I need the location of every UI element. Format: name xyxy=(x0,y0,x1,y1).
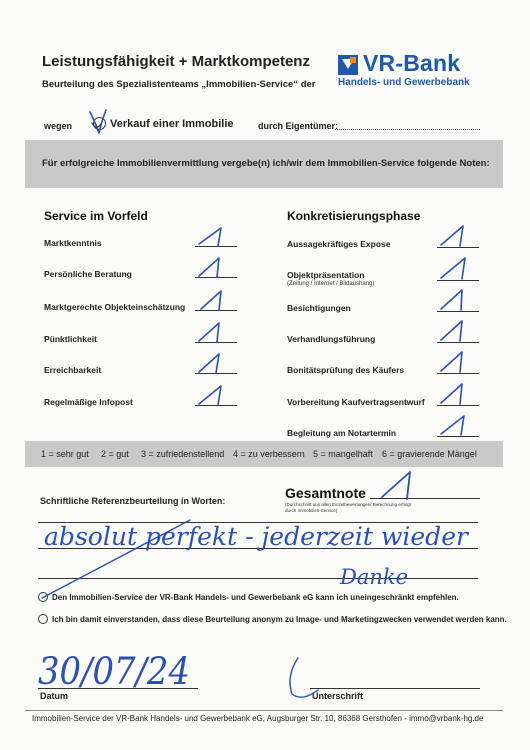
recommend-text: Den Immobilien-Service der VR-Bank Handels- und Gewerbebank eG kann ich uneingeschränkt empfehlen. xyxy=(52,593,459,602)
row-notartermin: Begleitung am Notartermin xyxy=(287,428,397,438)
grade-mark xyxy=(441,416,464,435)
grade-mark xyxy=(201,291,221,310)
form-subtitle: Beurteilung des Spezialistenteams „Immobilien-Service“ der xyxy=(42,79,316,90)
date-label: Datum xyxy=(40,691,69,701)
grade-mark xyxy=(199,386,221,405)
overall-grade-note: (Durchschnitt aus allen Einzelbewertungen/ Berechnung erfolgt durch Immobilien-Service) xyxy=(285,502,411,513)
row-marktkenntnis: Marktkenntnis xyxy=(44,238,102,248)
row-puenktlichkeit: Pünktlichkeit xyxy=(44,334,97,344)
logo-name: VR-Bank xyxy=(363,50,461,76)
row-besichtigungen: Besichtigungen xyxy=(287,303,351,313)
overall-grade-label: Gesamtnote xyxy=(285,485,366,501)
row-verhandlungsfuehrung: Verhandlungsführung xyxy=(287,334,376,344)
scale-item: 6 = gravierende Mängel xyxy=(382,449,477,459)
scale-item: 5 = mangelhaft xyxy=(313,449,373,459)
scale-item: 3 = zufriedenstellend xyxy=(141,449,225,459)
signature-label: Unterschrift xyxy=(312,691,364,701)
left-section-title: Service im Vorfeld xyxy=(44,209,148,223)
purpose-option-label: Verkauf einer Immobilie xyxy=(110,118,234,130)
grade-mark xyxy=(199,323,219,342)
scale-item: 4 = zu verbessern xyxy=(233,449,305,459)
row-persoenliche-beratung: Persönliche Beratung xyxy=(44,269,132,279)
row-objektpraesentation-sub: (Zeitung / Internet / Bildaushang) xyxy=(287,281,375,287)
wegen-label: wegen xyxy=(44,121,73,131)
row-objekteinschaetzung: Marktgerechte Objekteinschätzung xyxy=(44,302,186,312)
reference-handwriting-2: Danke xyxy=(340,565,409,589)
overall-grade-mark xyxy=(382,472,410,499)
grade-mark xyxy=(441,352,462,372)
logo-subtitle: Handels- und Gewerbebank xyxy=(338,77,470,88)
scale-item: 1 = sehr gut xyxy=(41,449,89,459)
grade-mark xyxy=(441,258,465,279)
grade-mark xyxy=(441,321,462,341)
footer-text: Immobilien-Service der VR-Bank Handels- und Gewerbebank eG, Augsburger Str. 10, 86368 Gersthofen - immo@vrbank-hg.de xyxy=(32,714,484,723)
purpose-checkmark xyxy=(90,110,106,133)
form-title: Leistungsfähigkeit + Marktkompetenz xyxy=(42,53,310,70)
grade-mark xyxy=(441,384,462,404)
row-objektpraesentation: Objektpräsentation xyxy=(287,270,365,280)
row-infopost: Regelmäßige Infopost xyxy=(44,397,133,407)
reference-label: Schriftliche Referenzbeurteilung in Worten: xyxy=(40,496,226,506)
row-erreichbarkeit: Erreichbarkeit xyxy=(44,365,102,375)
row-bonitaetspruefung: Bonitätsprüfung des Käufers xyxy=(287,365,405,375)
grade-mark xyxy=(199,258,219,277)
grade-mark xyxy=(441,290,462,310)
date-handwriting: 30/07/24 xyxy=(38,650,190,693)
marketing-consent-text: Ich bin damit einverstanden, dass diese Beurteilung anonym zu Image- und Marketingzwecken verwendet werden kann. xyxy=(52,615,507,624)
right-section-title: Konkretisierungsphase xyxy=(287,209,421,223)
reference-handwriting-1: absolut perfekt - jederzeit wieder xyxy=(44,522,471,551)
grade-mark xyxy=(441,226,463,246)
intro-text: Für erfolgreiche Immobilienvermittlung vergebe(n) ich/wir dem Immobilien-Service folgende Noten: xyxy=(42,158,490,169)
owner-label: durch Eigentümer: xyxy=(258,121,339,131)
scale-item: 2 = gut xyxy=(101,449,129,459)
row-expose: Aussagekräftiges Expose xyxy=(287,239,391,249)
grade-mark xyxy=(199,228,221,246)
row-kaufvertragsentwurf: Vorbereitung Kaufvertragsentwurf xyxy=(287,397,425,407)
grade-mark xyxy=(199,354,219,373)
signature-ink xyxy=(290,658,318,697)
